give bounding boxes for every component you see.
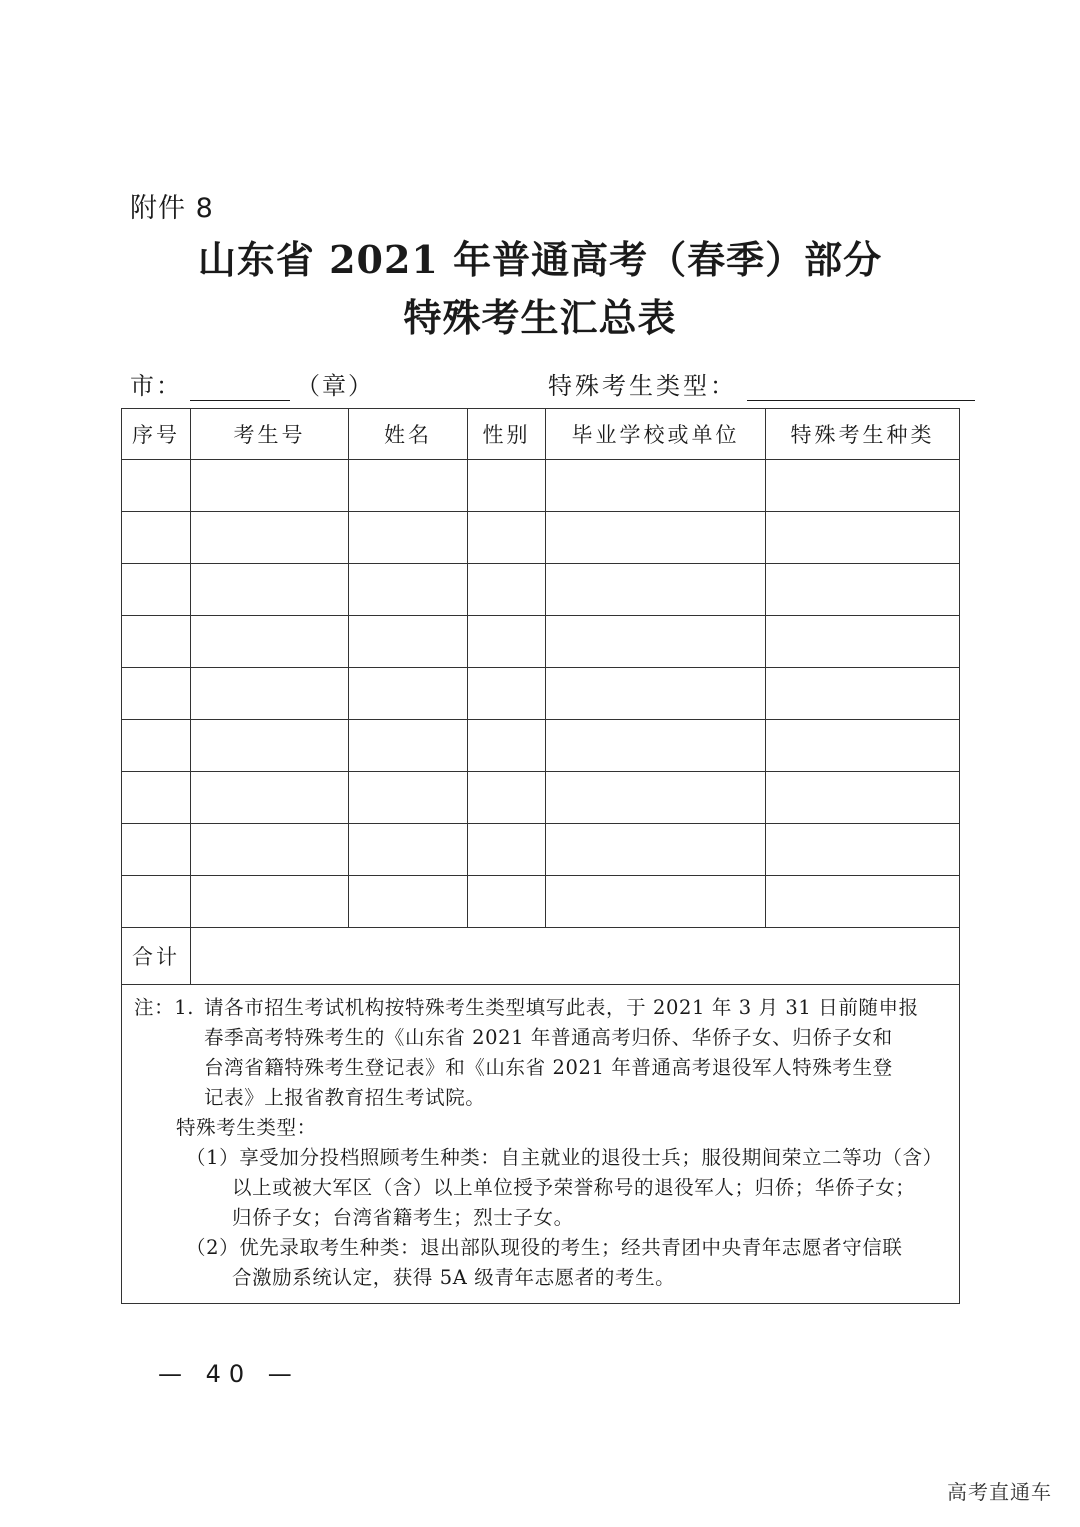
table-cell: [122, 616, 191, 668]
table-cell: [349, 824, 468, 876]
table-cell: [468, 824, 546, 876]
table-header-row: [122, 409, 960, 460]
city-label: 市：: [130, 372, 182, 400]
table-cell: [546, 668, 766, 720]
table-cell: [766, 772, 960, 824]
type-label: 特殊考生类型：: [548, 372, 737, 400]
note-1-line-4: 记表》上报省教育招生考试院。: [204, 1086, 486, 1109]
city-blank: [190, 376, 290, 401]
table-cell: [191, 616, 349, 668]
table-cell: [122, 564, 191, 616]
table-cell: [349, 616, 468, 668]
table-cell: [349, 460, 468, 512]
table-cell: [546, 876, 766, 928]
table-cell: [122, 772, 191, 824]
type-2-line-1: （2）优先录取考生种类：退出部队现役的考生；经共青团中央青年志愿者守信联: [186, 1236, 903, 1259]
table-cell: [468, 668, 546, 720]
table-cell: [468, 616, 546, 668]
header-gender: 性别: [468, 409, 546, 460]
summary-table: [121, 408, 960, 1304]
header-exam-number: 考生号: [191, 409, 349, 460]
table-cell: [546, 616, 766, 668]
page-title-line1: 山东省 2021 年普通高考（春季）部分: [197, 237, 883, 282]
table-row: [122, 876, 960, 928]
header-name: 姓名: [349, 409, 468, 460]
seal-label: （章）: [296, 372, 374, 400]
table-cell: [766, 512, 960, 564]
table-cell: [546, 720, 766, 772]
table-row: [122, 564, 960, 616]
page-title-line2: 特殊考生汇总表: [403, 295, 677, 340]
total-label: 合计: [122, 928, 191, 985]
table-row: [122, 720, 960, 772]
attachment-label: 附件 8: [130, 193, 214, 224]
table-row: [122, 460, 960, 512]
page-number: — 40 —: [158, 1360, 300, 1388]
table-cell: [468, 512, 546, 564]
table-cell: [546, 824, 766, 876]
type-1-line-1: （1）享受加分投档照顾考生种类：自主就业的退役士兵；服役期间荣立二等功（含）: [186, 1146, 943, 1169]
header-category: 特殊考生种类: [766, 409, 960, 460]
total-cell: [191, 928, 960, 985]
table-cell: [766, 616, 960, 668]
table-cell: [766, 668, 960, 720]
note-1-line-3: 台湾省籍特殊考生登记表》和《山东省 2021 年普通高考退役军人特殊考生登: [204, 1056, 893, 1079]
table-cell: [191, 564, 349, 616]
table-cell: [766, 564, 960, 616]
city-field: [130, 366, 374, 401]
table-cell: [122, 824, 191, 876]
type-2-line-2: 合激励系统认定，获得 5A 级青年志愿者的考生。: [232, 1266, 676, 1289]
notes-row: [122, 985, 960, 1304]
header-school: 毕业学校或单位: [546, 409, 766, 460]
notes-cell: [122, 985, 960, 1304]
table-row: [122, 668, 960, 720]
table-row: [122, 512, 960, 564]
table-cell: [546, 564, 766, 616]
type-field: [548, 366, 975, 401]
table-cell: [546, 772, 766, 824]
note-1-line-2: 春季高考特殊考生的《山东省 2021 年普通高考归侨、华侨子女、归侨子女和: [204, 1026, 893, 1049]
table-row: [122, 616, 960, 668]
table-cell: [122, 512, 191, 564]
total-row: [122, 928, 960, 985]
table-cell: [122, 460, 191, 512]
table-cell: [349, 668, 468, 720]
table-row: [122, 772, 960, 824]
table-cell: [468, 564, 546, 616]
table-cell: [766, 824, 960, 876]
table-cell: [349, 876, 468, 928]
table-cell: [122, 668, 191, 720]
table-cell: [122, 876, 191, 928]
table-cell: [122, 720, 191, 772]
table-row: [122, 824, 960, 876]
watermark: 高考直通车: [947, 1480, 1052, 1504]
note-1-line-1: 请各市招生考试机构按特殊考生类型填写此表，于 2021 年 3 月 31 日前随申报: [204, 996, 919, 1019]
table-cell: [349, 772, 468, 824]
table-cell: [468, 460, 546, 512]
type-1-line-2: 以上或被大军区（含）以上单位授予荣誉称号的退役军人；归侨；华侨子女；: [232, 1176, 916, 1199]
table-cell: [468, 772, 546, 824]
table-cell: [468, 720, 546, 772]
table-cell: [191, 512, 349, 564]
table-cell: [546, 460, 766, 512]
table-cell: [349, 564, 468, 616]
table-cell: [468, 876, 546, 928]
table-cell: [191, 460, 349, 512]
note-1: [134, 993, 949, 1023]
note-prefix: 注：1.: [134, 996, 195, 1019]
table-cell: [766, 876, 960, 928]
table-cell: [349, 512, 468, 564]
table-cell: [766, 460, 960, 512]
table-cell: [191, 720, 349, 772]
table-cell: [766, 720, 960, 772]
table-cell: [191, 772, 349, 824]
table-cell: [191, 824, 349, 876]
types-heading: 特殊考生类型：: [176, 1116, 317, 1139]
table-cell: [349, 720, 468, 772]
table-cell: [546, 512, 766, 564]
type-blank: [747, 376, 975, 401]
type-1-line-3: 归侨子女；台湾省籍考生；烈士子女。: [232, 1206, 574, 1229]
table-cell: [191, 668, 349, 720]
table-cell: [191, 876, 349, 928]
header-index: 序号: [122, 409, 191, 460]
